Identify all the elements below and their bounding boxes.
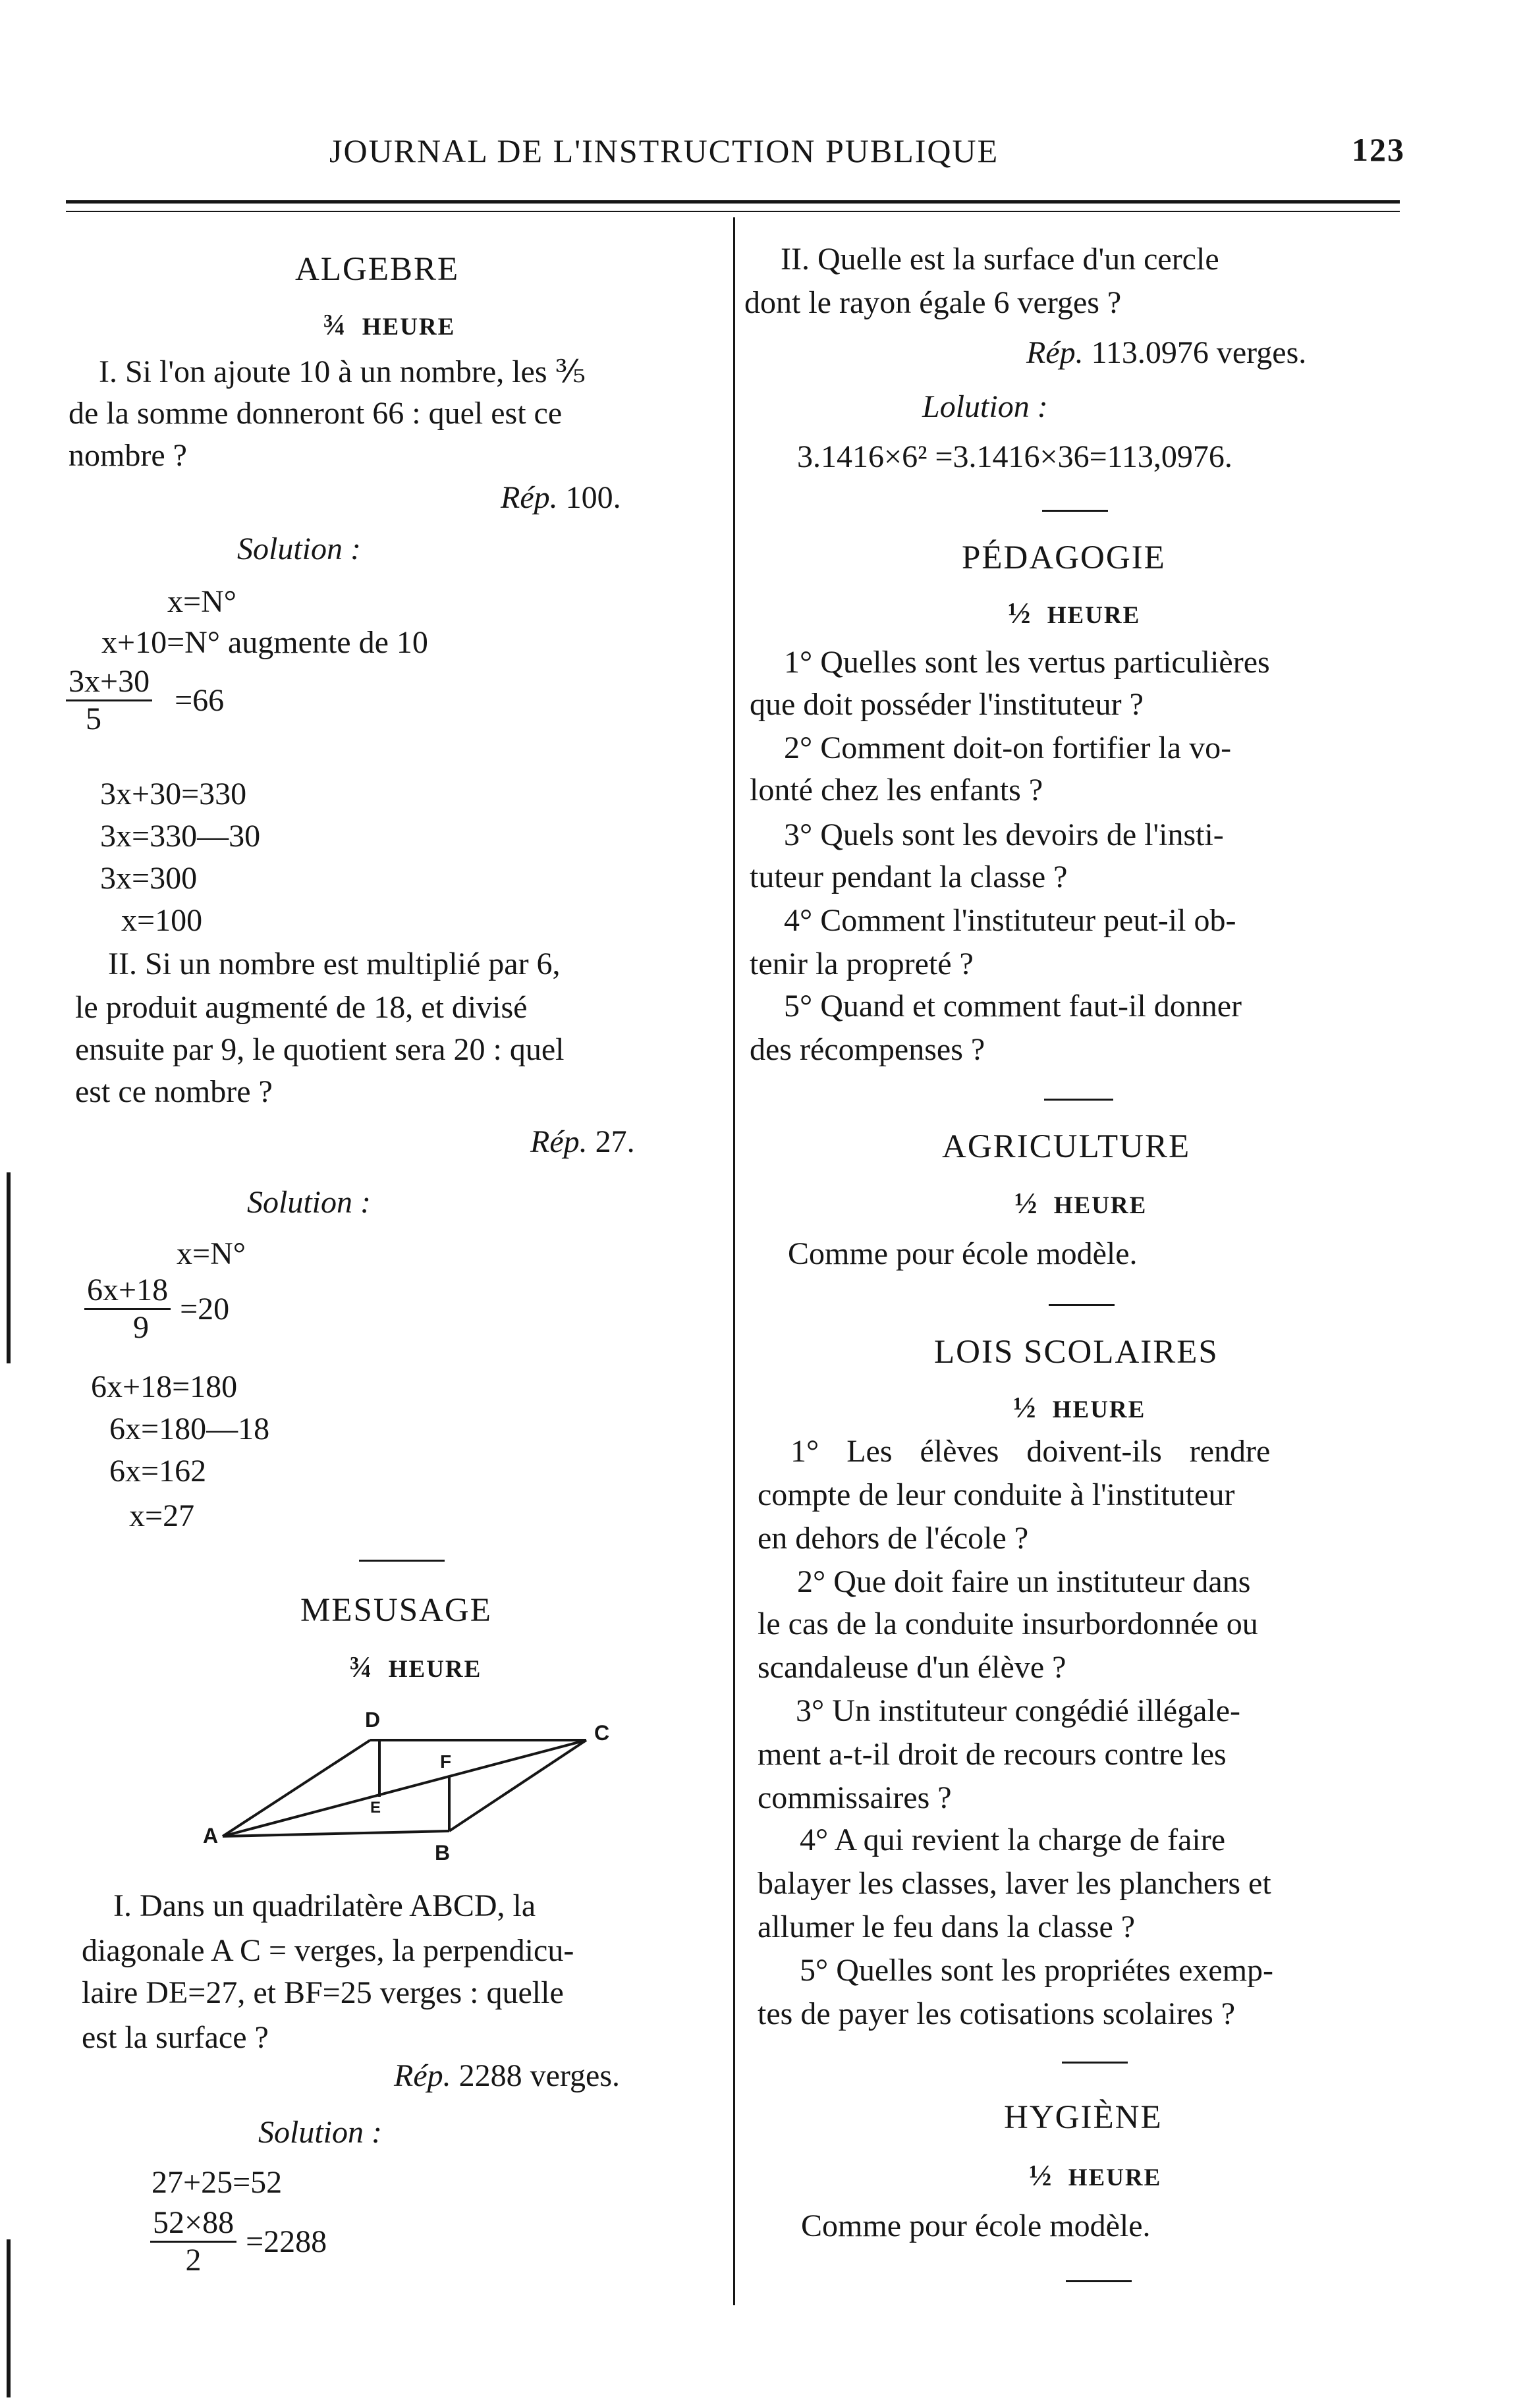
mesusage-q1-line: laire DE=27, et BF=25 verges : quelle — [82, 1975, 564, 2010]
header-rule-thick — [66, 200, 1400, 204]
pedagogie-line: 3° Quels sont les devoirs de l'insti- — [784, 817, 1224, 852]
lois-line: allumer le feu dans la classe ? — [758, 1909, 1136, 1944]
mesusage-title: MESUSAGE — [300, 1592, 492, 1629]
pedagogie-line: tuteur pendant la classe ? — [750, 860, 1068, 894]
duration-fraction: ½ — [1029, 2158, 1053, 2192]
cercle-formula: 3.1416×6² =3.1416×36=113,0976. — [797, 439, 1232, 474]
pedagogie-line: tenir la propreté ? — [750, 946, 974, 981]
margin-mark — [7, 2239, 11, 2397]
duration-fraction: ½ — [1014, 1186, 1039, 1220]
section-separator — [1062, 2062, 1128, 2064]
hygiene-duration — [1029, 2158, 1161, 2193]
duration-fraction: ¾ — [323, 308, 347, 341]
hygiene-title: HYGIÈNE — [1004, 2099, 1163, 2136]
lois-line: scandaleuse d'un élève ? — [758, 1650, 1066, 1685]
hygiene-text: Comme pour école modèle. — [801, 2208, 1151, 2243]
mesusage-q1-answer — [394, 2058, 620, 2094]
algebre-q1-line: de la somme donneront 66 : quel est ce — [69, 396, 563, 431]
mesusage-duration — [349, 1649, 482, 1684]
fraction-numerator: 6x+18 — [84, 1272, 171, 1310]
cercle-question-line: II. Quelle est la surface d'un cercle — [781, 242, 1219, 277]
lois-line: 4° A qui revient la charge de faire — [800, 1822, 1226, 1857]
duration-fraction: ¾ — [349, 1650, 373, 1683]
fraction-rhs: =20 — [180, 1291, 230, 1327]
algebre-q2-line: ensuite par 9, le quotient sera 20 : quel — [75, 1032, 565, 1067]
duration-word: HEURE — [388, 1656, 482, 1683]
diagram-label-b: B — [435, 1841, 451, 1865]
solution-label: Lolution : — [922, 389, 1048, 424]
pedagogie-title: PÉDAGOGIE — [962, 539, 1166, 576]
pedagogie-line: 4° Comment l'instituteur peut-il ob- — [784, 903, 1236, 938]
lois-line: en dehors de l'école ? — [758, 1521, 1029, 1556]
lois-line: balayer les classes, laver les planchers et — [758, 1866, 1271, 1901]
fraction-denominator: 5 — [86, 701, 101, 736]
lois-line: 3° Un instituteur congédié illégale- — [796, 1693, 1240, 1728]
duration-word: HEURE — [1052, 1396, 1146, 1423]
pedagogie-line: que doit posséder l'instituteur ? — [750, 687, 1144, 722]
duration-word: HEURE — [362, 314, 456, 341]
mesusage-q1-line: I. Dans un quadrilatère ABCD, la — [113, 1888, 536, 1923]
pedagogie-line: lonté chez les enfants ? — [750, 773, 1043, 807]
solution-step: x=N° — [177, 1236, 246, 1271]
cercle-answer — [1026, 335, 1306, 371]
section-separator — [1066, 2280, 1132, 2282]
fraction-denominator: 2 — [185, 2242, 202, 2278]
lois-line: le cas de la conduite insurbordonnée ou — [758, 1606, 1258, 1641]
duration-fraction: ½ — [1008, 596, 1032, 630]
rep-value: 27. — [595, 1124, 635, 1159]
section-separator — [1049, 1304, 1115, 1306]
diagram-label-d: D — [365, 1708, 381, 1732]
solution-step: x+10=N° augmente de 10 — [101, 625, 428, 660]
solution-step: x=N° — [167, 584, 236, 619]
rep-value: 2288 verges. — [458, 2058, 621, 2093]
solution-step: x=100 — [121, 903, 203, 938]
solution-step: 3x=300 — [100, 861, 198, 896]
solution-step: 6x=162 — [109, 1454, 207, 1489]
page-number: 123 — [1352, 131, 1405, 168]
rep-value: 113.0976 verges. — [1091, 335, 1307, 370]
rep-label: Rép. — [394, 2058, 451, 2093]
quadrilateral-diagram — [191, 1699, 639, 1871]
fraction-denominator: 9 — [133, 1309, 149, 1345]
solution-step: 6x+18=180 — [91, 1369, 238, 1404]
lois-line: 2° Que doit faire un instituteur dans — [797, 1564, 1251, 1599]
algebre-q1-line: nombre ? — [69, 438, 187, 473]
solution-fraction — [84, 1272, 229, 1346]
pedagogie-line: des récompenses ? — [750, 1032, 985, 1067]
section-separator — [1044, 1099, 1113, 1101]
section-separator — [1042, 510, 1108, 512]
agriculture-text: Comme pour école modèle. — [788, 1236, 1138, 1271]
lois-line: commissaires ? — [758, 1780, 952, 1815]
pedagogie-line: 2° Comment doit-on fortifier la vo- — [784, 730, 1232, 765]
diagram-label-f: F — [440, 1751, 452, 1772]
header-rule-thin — [66, 211, 1400, 212]
diagram-label-e: E — [370, 1799, 381, 1817]
algebre-q1-answer — [501, 479, 621, 516]
fraction-rhs: =2288 — [246, 2224, 327, 2259]
solution-label: Solution : — [258, 2115, 382, 2150]
pedagogie-line: 1° Quelles sont les vertus particulières — [784, 645, 1270, 680]
lois-line: compte de leur conduite à l'instituteur — [758, 1477, 1235, 1512]
duration-word: HEURE — [1068, 2164, 1162, 2191]
cercle-question-line: dont le rayon égale 6 verges ? — [744, 285, 1122, 320]
duration-word: HEURE — [1047, 602, 1141, 629]
solution-step: 6x=180—18 — [109, 1411, 270, 1446]
column-divider — [733, 217, 735, 2305]
rep-label: Rép. — [530, 1124, 588, 1159]
algebre-duration — [323, 307, 455, 342]
algebre-q2-line: est ce nombre ? — [75, 1074, 273, 1109]
algebre-q2-line: II. Si un nombre est multiplié par 6, — [108, 946, 561, 981]
rep-value: 100. — [565, 480, 621, 515]
lois-line: 1° Les élèves doivent-ils rendre — [790, 1434, 1271, 1469]
running-header-title: JOURNAL DE L'INSTRUCTION PUBLIQUE — [329, 132, 999, 169]
solution-step: 3x=330—30 — [100, 819, 261, 854]
rep-label: Rép. — [1026, 335, 1084, 370]
agriculture-title: AGRICULTURE — [942, 1128, 1191, 1165]
mesusage-q1-line: diagonale A C = verges, la perpendicu- — [82, 1933, 574, 1968]
mesusage-q1-line: est la surface ? — [82, 2020, 269, 2055]
solution-fraction — [66, 664, 224, 737]
lois-line: 5° Quelles sont les propriétes exemp- — [800, 1953, 1274, 1988]
duration-word: HEURE — [1053, 1192, 1148, 1219]
lois-duration — [1013, 1390, 1146, 1425]
solution-step: 3x+30=330 — [100, 777, 247, 811]
fraction-numerator: 52×88 — [150, 2205, 236, 2243]
solution-fraction — [150, 2205, 327, 2278]
duration-fraction: ½ — [1013, 1390, 1037, 1424]
margin-mark — [7, 1172, 11, 1363]
algebre-title: ALGEBRE — [295, 251, 460, 288]
lois-line: ment a-t-il droit de recours contre les — [758, 1737, 1227, 1772]
agriculture-duration — [1014, 1186, 1147, 1220]
solution-label: Solution : — [237, 532, 361, 566]
fraction-numerator: 3x+30 — [66, 664, 152, 701]
fraction-rhs: =66 — [175, 682, 225, 718]
pedagogie-duration — [1008, 595, 1140, 630]
solution-step: 27+25=52 — [152, 2165, 283, 2200]
solution-label: Solution : — [247, 1185, 371, 1220]
rep-label: Rép. — [501, 480, 558, 515]
algebre-q2-line: le produit augmenté de 18, et divisé — [75, 990, 528, 1025]
algebre-q1-line: I. Si l'on ajoute 10 à un nombre, les ⅗ — [99, 354, 586, 389]
diagram-label-c: C — [594, 1721, 610, 1745]
lois-title: LOIS SCOLAIRES — [934, 1334, 1219, 1371]
solution-step: x=27 — [129, 1498, 195, 1533]
lois-line: tes de payer les cotisations scolaires ? — [758, 1996, 1236, 2031]
section-separator — [359, 1560, 445, 1562]
algebre-q2-answer — [530, 1124, 635, 1160]
pedagogie-line: 5° Quand et comment faut-il donner — [784, 989, 1242, 1024]
diagram-label-a: A — [203, 1824, 219, 1847]
